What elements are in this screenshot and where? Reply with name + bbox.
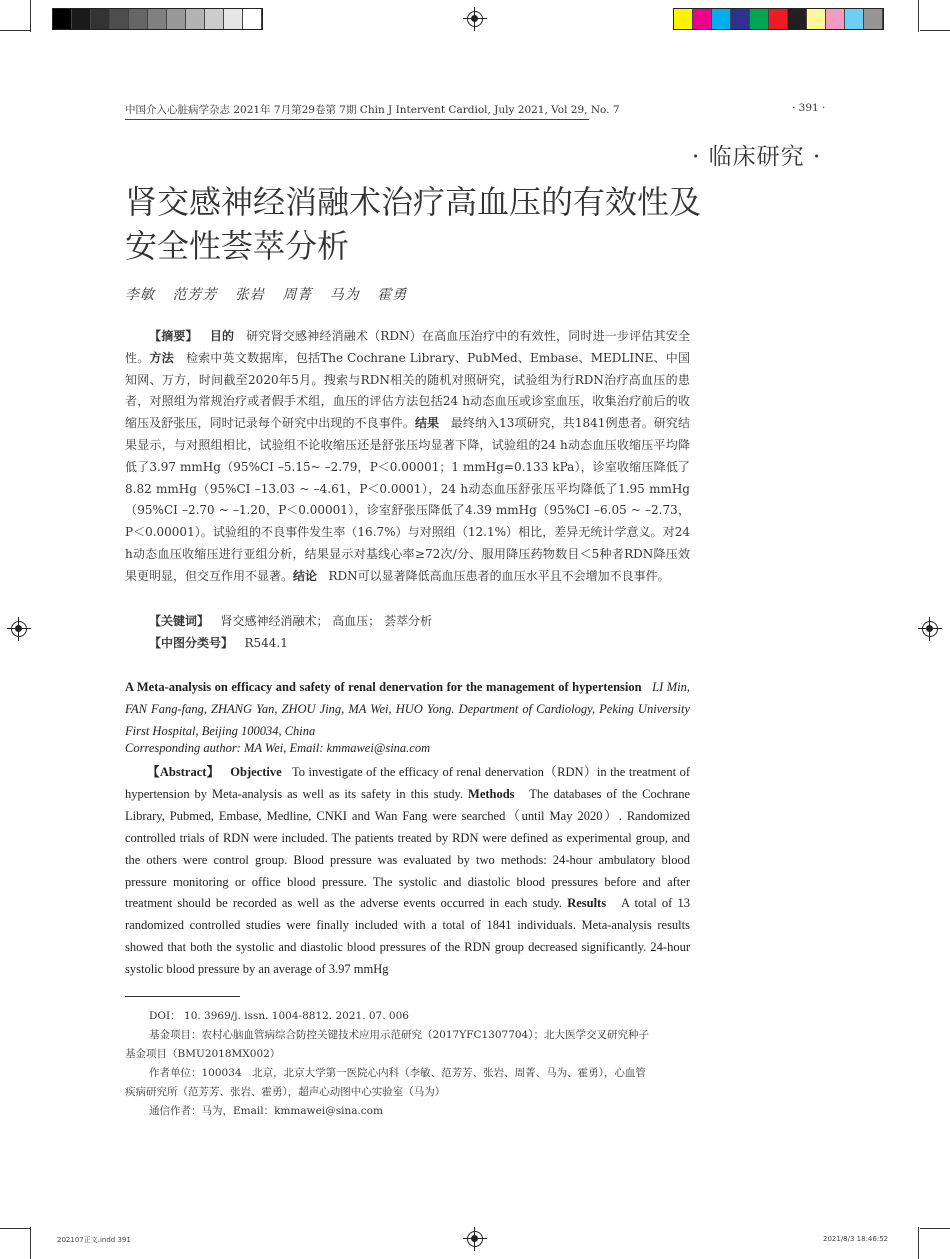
english-title: A Meta-analysis on efficacy and safety of renal denervation for the management of hypertension bbox=[125, 680, 642, 694]
crop-mark bbox=[918, 0, 919, 32]
objective-text: To investigate of the efficacy of renal denervation（RDN）in the treatment of hypertension by Meta-analysis as well as its safety in this study. bbox=[125, 765, 691, 801]
results-label: Results bbox=[567, 896, 607, 911]
color-swatch bbox=[129, 9, 148, 29]
color-swatch bbox=[205, 9, 224, 29]
affiliation-line: 作者单位：100034 北京，北京大学第一医院心内科（李敏、范芳芳、张岩、周菁、马为、霍勇），心血管疾病研究所（范芳芳、张岩、霍勇），超声心动图中心实验室（马为） bbox=[125, 1067, 646, 1098]
title-line: 肾交感神经消融术治疗高血压的有效性及 bbox=[125, 183, 702, 221]
crop-mark bbox=[920, 30, 950, 31]
crop-mark bbox=[0, 30, 30, 31]
title-line: 安全性荟萃分析 bbox=[125, 227, 350, 265]
color-calibration-bar bbox=[673, 8, 884, 30]
objective-label: 目的 bbox=[209, 329, 235, 343]
results-text: 最终纳入13项研究，共1841例患者。研究结果显示，与对照组相比，试验组不论收缩压还是舒张压均显著下降，试验组的24 h动态血压收缩压平均降低了3.97 mmHg（95%CI –5.15~ –2.79，P＜0.00001；1 mmHg=0.133 kPa），诊室收缩压降低了8.82 mmHg（95%CI –13.03 ~ –4.61，P＜0.0001），24 h动态血压舒张压平均降低了1.95 mmHg（95%CI –2.70 ~ –1.20，P＜0.00001），诊室舒张压降低了4.39 mmHg（95%CI –6.05 ~ –2.73，P＜0.00001）。试验组的不良事件发生率（16.7%）与对照组（12.1%）相比，差异无统计学意义。对24 h动态血压收缩压进行亚组分析，结果显示对基线心率≥72次/分、服用降压药物数目＜5种者RDN降压效果更明显，但交互作用不显著。 bbox=[125, 416, 690, 583]
classification-line bbox=[125, 634, 690, 651]
objective-label: Objective bbox=[230, 765, 282, 779]
results-label: 结果 bbox=[414, 416, 440, 431]
keywords-text: 肾交感神经消融术； 高血压； 荟萃分析 bbox=[220, 614, 433, 628]
chinese-abstract bbox=[125, 326, 690, 588]
results-text: A total of 13 randomized controlled studies were finally included with a total of 1841 individuals. Meta-analysis results showed that both the systolic and diastolic blood pressures of the RDN group decreased significantly. 24-hour systolic blood pressure by an average of 3.97 mmHg bbox=[125, 896, 691, 977]
color-swatch bbox=[769, 9, 788, 29]
conclusion-text: RDN可以显著降低高血压患者的血压水平且不会增加不良事件。 bbox=[328, 568, 670, 583]
running-header: 中国介入心脏病学杂志 2021年 7月第29卷第 7期 Chin J Intervent Cardiol, July 2021, Vol 29, No. 7 bbox=[125, 102, 589, 120]
crop-mark bbox=[918, 1227, 919, 1259]
color-swatch bbox=[224, 9, 243, 29]
conclusion-label: 结论 bbox=[293, 568, 318, 583]
classification-label: 【中图分类号】 bbox=[149, 636, 234, 650]
classification-value: R544.1 bbox=[244, 636, 288, 650]
funding-line: 基金项目：农村心脑血管病综合防控关键技术应用示范研究（2017YFC1307704）；北大医学交叉研究种子基金项目（BMU2018MX002） bbox=[125, 1029, 649, 1060]
abstract-label: 【Abstract】 bbox=[147, 765, 220, 779]
crop-mark bbox=[30, 1227, 31, 1259]
color-swatch bbox=[674, 9, 693, 29]
color-swatch bbox=[712, 9, 731, 29]
methods-label: 方法 bbox=[149, 350, 174, 365]
footnotes bbox=[125, 1007, 650, 1121]
methods-text: 检索中英文数据库，包括The Cochrane Library、PubMed、Embase、MEDLINE、中国知网、万方，时间截至2020年5月。搜索与RDN相关的随机对照研究，试验组为行RDN治疗高血压的患者，对照组为常规治疗或者假手术组，血压的评估方法包括24 h动态血压或诊室血压，收集治疗前后的收缩压及舒张压，同时记录每个研究中出现的不良事件。 bbox=[125, 350, 690, 431]
english-abstract bbox=[125, 762, 690, 981]
color-swatch bbox=[731, 9, 750, 29]
page-number: · 391 · bbox=[792, 102, 826, 114]
registration-mark-icon bbox=[467, 1231, 483, 1247]
english-authors-affiliation: LI Min, FAN Fang-fang, ZHANG Yan, ZHOU Jing, MA Wei, HUO Yong. Department of Cardiology, Peking University First Hospital, Beijing 100034, China bbox=[125, 680, 691, 738]
crop-mark bbox=[920, 1228, 950, 1229]
color-swatch bbox=[845, 9, 864, 29]
english-title-block bbox=[125, 676, 690, 742]
color-swatch bbox=[72, 9, 91, 29]
color-swatch bbox=[693, 9, 712, 29]
color-swatch bbox=[864, 9, 883, 29]
abstract-label: 【摘要】 bbox=[149, 329, 198, 343]
color-swatch bbox=[243, 9, 262, 29]
article-title bbox=[125, 180, 725, 268]
color-swatch bbox=[186, 9, 205, 29]
methods-label: Methods bbox=[468, 786, 515, 801]
color-swatch bbox=[750, 9, 769, 29]
slug-timestamp: 2021/8/3 18:46:52 bbox=[823, 1235, 889, 1243]
color-swatch bbox=[53, 9, 72, 29]
color-swatch bbox=[110, 9, 129, 29]
section-label: · 临床研究 · bbox=[692, 144, 822, 170]
color-swatch bbox=[148, 9, 167, 29]
objective-text: 研究肾交感神经消融术（RDN）在高血压治疗中的有效性，同时进一步评估其安全性。 bbox=[125, 329, 690, 365]
keywords-line bbox=[125, 612, 690, 629]
crop-mark bbox=[0, 1228, 30, 1229]
color-swatch bbox=[167, 9, 186, 29]
doi-line: DOI： 10. 3969/j. issn. 1004-8812. 2021. 07. 006 bbox=[149, 1010, 409, 1022]
color-swatch bbox=[826, 9, 845, 29]
registration-mark-icon bbox=[922, 621, 938, 637]
keywords-label: 【关键词】 bbox=[149, 614, 210, 628]
slug-file-info: 202107正文.indd 391 bbox=[57, 1236, 131, 1244]
crop-mark bbox=[30, 0, 31, 32]
color-swatch bbox=[91, 9, 110, 29]
correspondence-line: 通信作者：马为，Email：kmmawei@sina.com bbox=[149, 1105, 383, 1117]
corresponding-author: Corresponding author: MA Wei, Email: kmmawei@sina.com bbox=[125, 741, 431, 755]
color-swatch bbox=[788, 9, 807, 29]
color-swatch bbox=[807, 9, 826, 29]
methods-text: The databases of the Cochrane Library, Pubmed, Embase, Medline, CNKI and Wan Fang were searched（until May 2020）. Randomized controlled trials of RDN were included. The patients treated by RDN were defined as experimental group, and the others were control group. Blood pressure was evaluated by two methods: 24-hour ambulatory blood pressure monitoring or office blood pressure. The systolic and diastolic blood pressures before and after treatment should be recorded as well as the adverse events occurred in each study. bbox=[125, 786, 691, 911]
registration-mark-icon bbox=[11, 621, 27, 637]
grayscale-calibration-bar bbox=[52, 8, 263, 30]
footnote-rule bbox=[125, 996, 240, 997]
registration-mark-icon bbox=[467, 11, 483, 27]
author-list: 李敏 范芳芳 张岩 周菁 马为 霍勇 bbox=[125, 287, 408, 303]
